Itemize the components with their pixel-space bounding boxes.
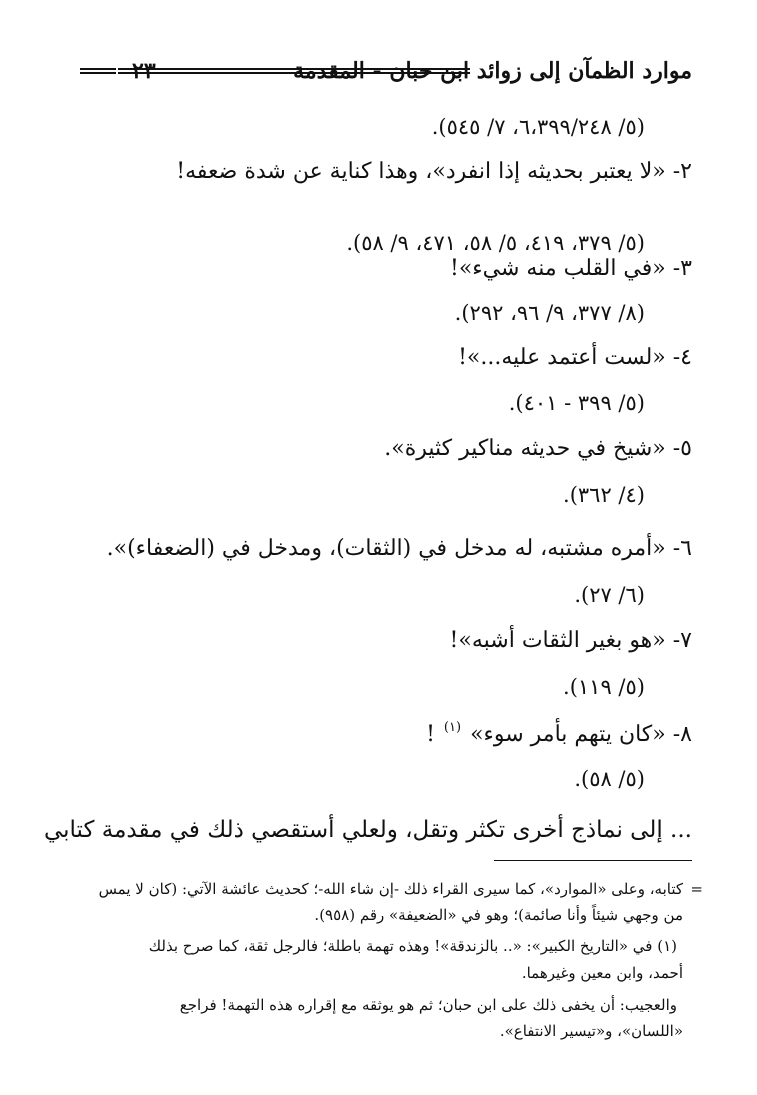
- footnote-line: «اللسان»، و«تيسير الانتفاع».: [499, 1022, 683, 1040]
- footnote-line: من وجهي شيئاً وأنا صائمة)؛ وهو في «الضعيفة» رقم (٩٥٨).: [314, 906, 683, 924]
- list-item-8-text: ٨- «كان يتهم بأمر سوء»: [470, 722, 692, 747]
- footnote-reference: (١): [443, 720, 462, 735]
- reference-line: (٥/ ٣٧٩، ٤١٩، ٥/ ٥٨، ٤٧١، ٩/ ٥٨).: [346, 231, 645, 255]
- list-item-3: ٣- «في القلب منه شيء»!: [449, 256, 692, 281]
- list-item-4: ٤- «لست أعتمد عليه...»!: [458, 345, 692, 370]
- reference-line: (٦/ ٢٧).: [574, 583, 645, 607]
- list-item-5: ٥- «شيخ في حديثه مناكير كثيرة».: [384, 436, 692, 461]
- reference-line: (٥/ ٦،٣٩٩/٢٤٨، ٧/ ٥٤٥).: [431, 115, 645, 139]
- list-item-2: ٢- «لا يعتبر بحديثه إذا انفرد»، وهذا كناية عن شدة ضعفه!: [176, 159, 692, 184]
- footnote-line: (١) في «التاريخ الكبير»: «.. بالزندقة»! وهذه تهمة باطلة؛ فالرجل ثقة، كما صرح بذلك: [148, 937, 677, 955]
- header-title: موارد الظمآن إلى زوائد ابن حبان - المقدمة: [293, 58, 692, 84]
- running-header: [80, 56, 692, 90]
- list-item-6: ٦- «أمره مشتبه، له مدخل في (الثقات)، ومدخل في (الضعفاء)».: [106, 536, 692, 561]
- footnote-line: أحمد، وابن معين وغيرهما.: [521, 964, 683, 982]
- reference-line: (٤/ ٣٦٢).: [563, 483, 645, 507]
- footnote-continuation-marker: =: [690, 880, 703, 898]
- page-number: ٢٣: [132, 58, 156, 84]
- reference-line: (٥/ ٣٩٩ - ٤٠١).: [508, 391, 645, 415]
- list-item-7: ٧- «هو بغير الثقات أشبه»!: [449, 628, 692, 653]
- list-item-8: [426, 720, 692, 753]
- reference-line: (٥/ ١١٩).: [563, 675, 645, 699]
- reference-line: (٥/ ٥٨).: [574, 767, 645, 791]
- header-rule-end: [80, 68, 116, 74]
- reference-line: (٨/ ٣٧٧، ٩/ ٩٦، ٢٩٢).: [454, 301, 645, 325]
- footnote-line: كتابه، وعلى «الموارد»، كما سيرى القراء ذلك -إن شاء الله-؛ كحديث عائشة الآتي: (كان لا يمس: [98, 880, 683, 898]
- footnote-line: والعجيب: أن يخفى ذلك على ابن حبان؛ ثم هو يوثقه مع إقراره هذه التهمة! فراجع: [179, 996, 677, 1014]
- header-rule: [118, 68, 470, 74]
- list-item-8-end: !: [426, 722, 435, 747]
- footnote-separator: [494, 860, 692, 861]
- paragraph-line: ... إلى نماذج أخرى تكثر وتقل، ولعلي أستقصي ذلك في مقدمة كتابي: [43, 817, 692, 843]
